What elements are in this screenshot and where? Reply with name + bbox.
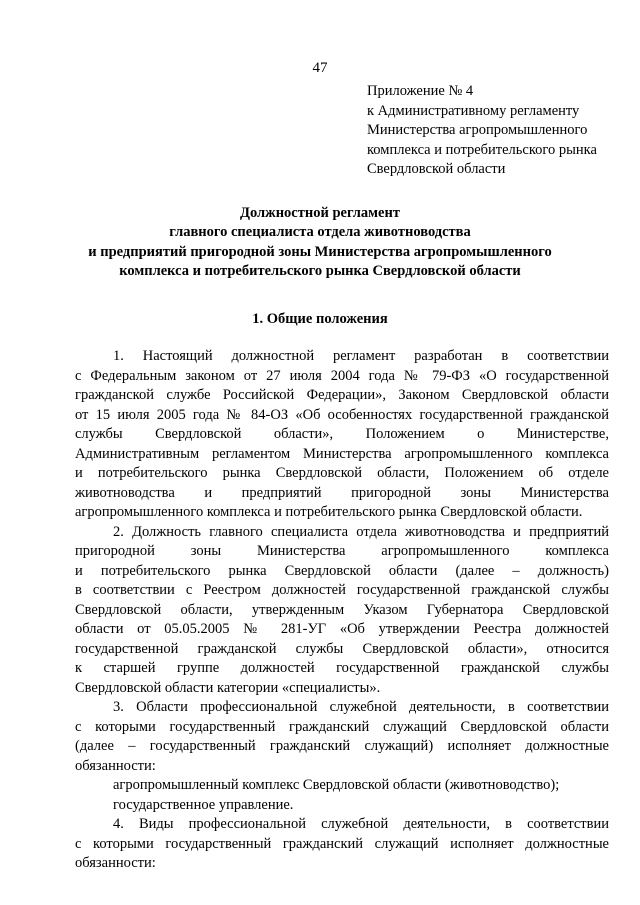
body-line: (далее – государственный гражданский служащий) исполняет должностные <box>75 738 609 754</box>
body-line: службы Свердловской области», Положением о Министерстве, <box>75 426 609 442</box>
section-heading: 1. Общие положения <box>252 311 388 327</box>
body-line: Свердловской области, утвержденным Указом Губернатора Свердловской <box>75 601 609 618</box>
body-line: гражданской службе Российской Федерации», Законом Свердловской области <box>75 387 609 403</box>
appendix-line: к Административному регламенту <box>367 102 580 119</box>
title-line: главного специалиста отдела животноводства <box>169 224 471 241</box>
body-line: с которыми государственный гражданский служащий Свердловской области <box>75 718 609 735</box>
title-line: и предприятий пригородной зоны Министерства агропромышленного <box>88 243 552 260</box>
body-line: агропромышленный комплекс Свердловской области (животноводство); <box>113 777 560 793</box>
body-line: и потребительского рынка Свердловской области (далее – должность) <box>75 562 609 579</box>
body-line: с Федеральным законом от 27 июля 2004 года № 79-ФЗ «О государственной <box>75 367 609 384</box>
body-line: в соответствии с Реестром должностей государственной гражданской службы <box>75 582 609 598</box>
body-line: животноводства и предприятий пригородной зоны Министерства <box>75 484 609 501</box>
body-line: 1. Настоящий должностной регламент разработан в соответствии <box>113 348 609 364</box>
body-text <box>75 347 609 874</box>
body-line: пригородной зоны Министерства агропромышленного комплекса <box>75 543 609 559</box>
body-line: области от 05.05.2005 № 281-УГ «Об утверждении Реестра должностей <box>75 621 609 637</box>
body-line: обязанности: <box>75 855 156 871</box>
appendix-line: Министерства агропромышленного <box>367 122 588 138</box>
body-line: 4. Виды профессиональной служебной деятельности, в соответствии <box>113 816 609 832</box>
appendix-line: Свердловской области <box>367 161 506 177</box>
document-title <box>60 204 580 281</box>
body-line: и потребительского рынка Свердловской области, Положением об отделе <box>75 465 609 481</box>
body-line: Административным регламентом Министерства агропромышленного комплекса <box>75 445 609 462</box>
body-line: обязанности: <box>75 757 156 774</box>
body-line: государственное управление. <box>113 796 294 813</box>
appendix-note <box>367 82 627 180</box>
body-line: агропромышленного комплекса и потребительского рынка Свердловской области. <box>75 504 583 520</box>
appendix-line: комплекса и потребительского рынка <box>367 141 597 158</box>
body-line: с которыми государственный гражданский служащий исполняет должностные <box>75 835 609 852</box>
title-line: Должностной регламент <box>240 205 400 221</box>
body-line: от 15 июля 2005 года № 84-ОЗ «Об особенностях государственной гражданской <box>75 406 609 423</box>
title-line: комплекса и потребительского рынка Свердловской области <box>119 262 521 279</box>
page-number: 47 <box>312 60 328 76</box>
body-line: 2. Должность главного специалиста отдела животноводства и предприятий <box>113 523 609 540</box>
body-line: 3. Области профессиональной служебной деятельности, в соответствии <box>113 699 609 715</box>
body-line: Свердловской области категории «специалисты». <box>75 679 381 696</box>
appendix-line: Приложение № 4 <box>367 83 474 99</box>
body-line: государственной гражданской службы Свердловской области», относится <box>75 640 609 657</box>
body-line: к старшей группе должностей государственной гражданской службы <box>75 660 609 676</box>
